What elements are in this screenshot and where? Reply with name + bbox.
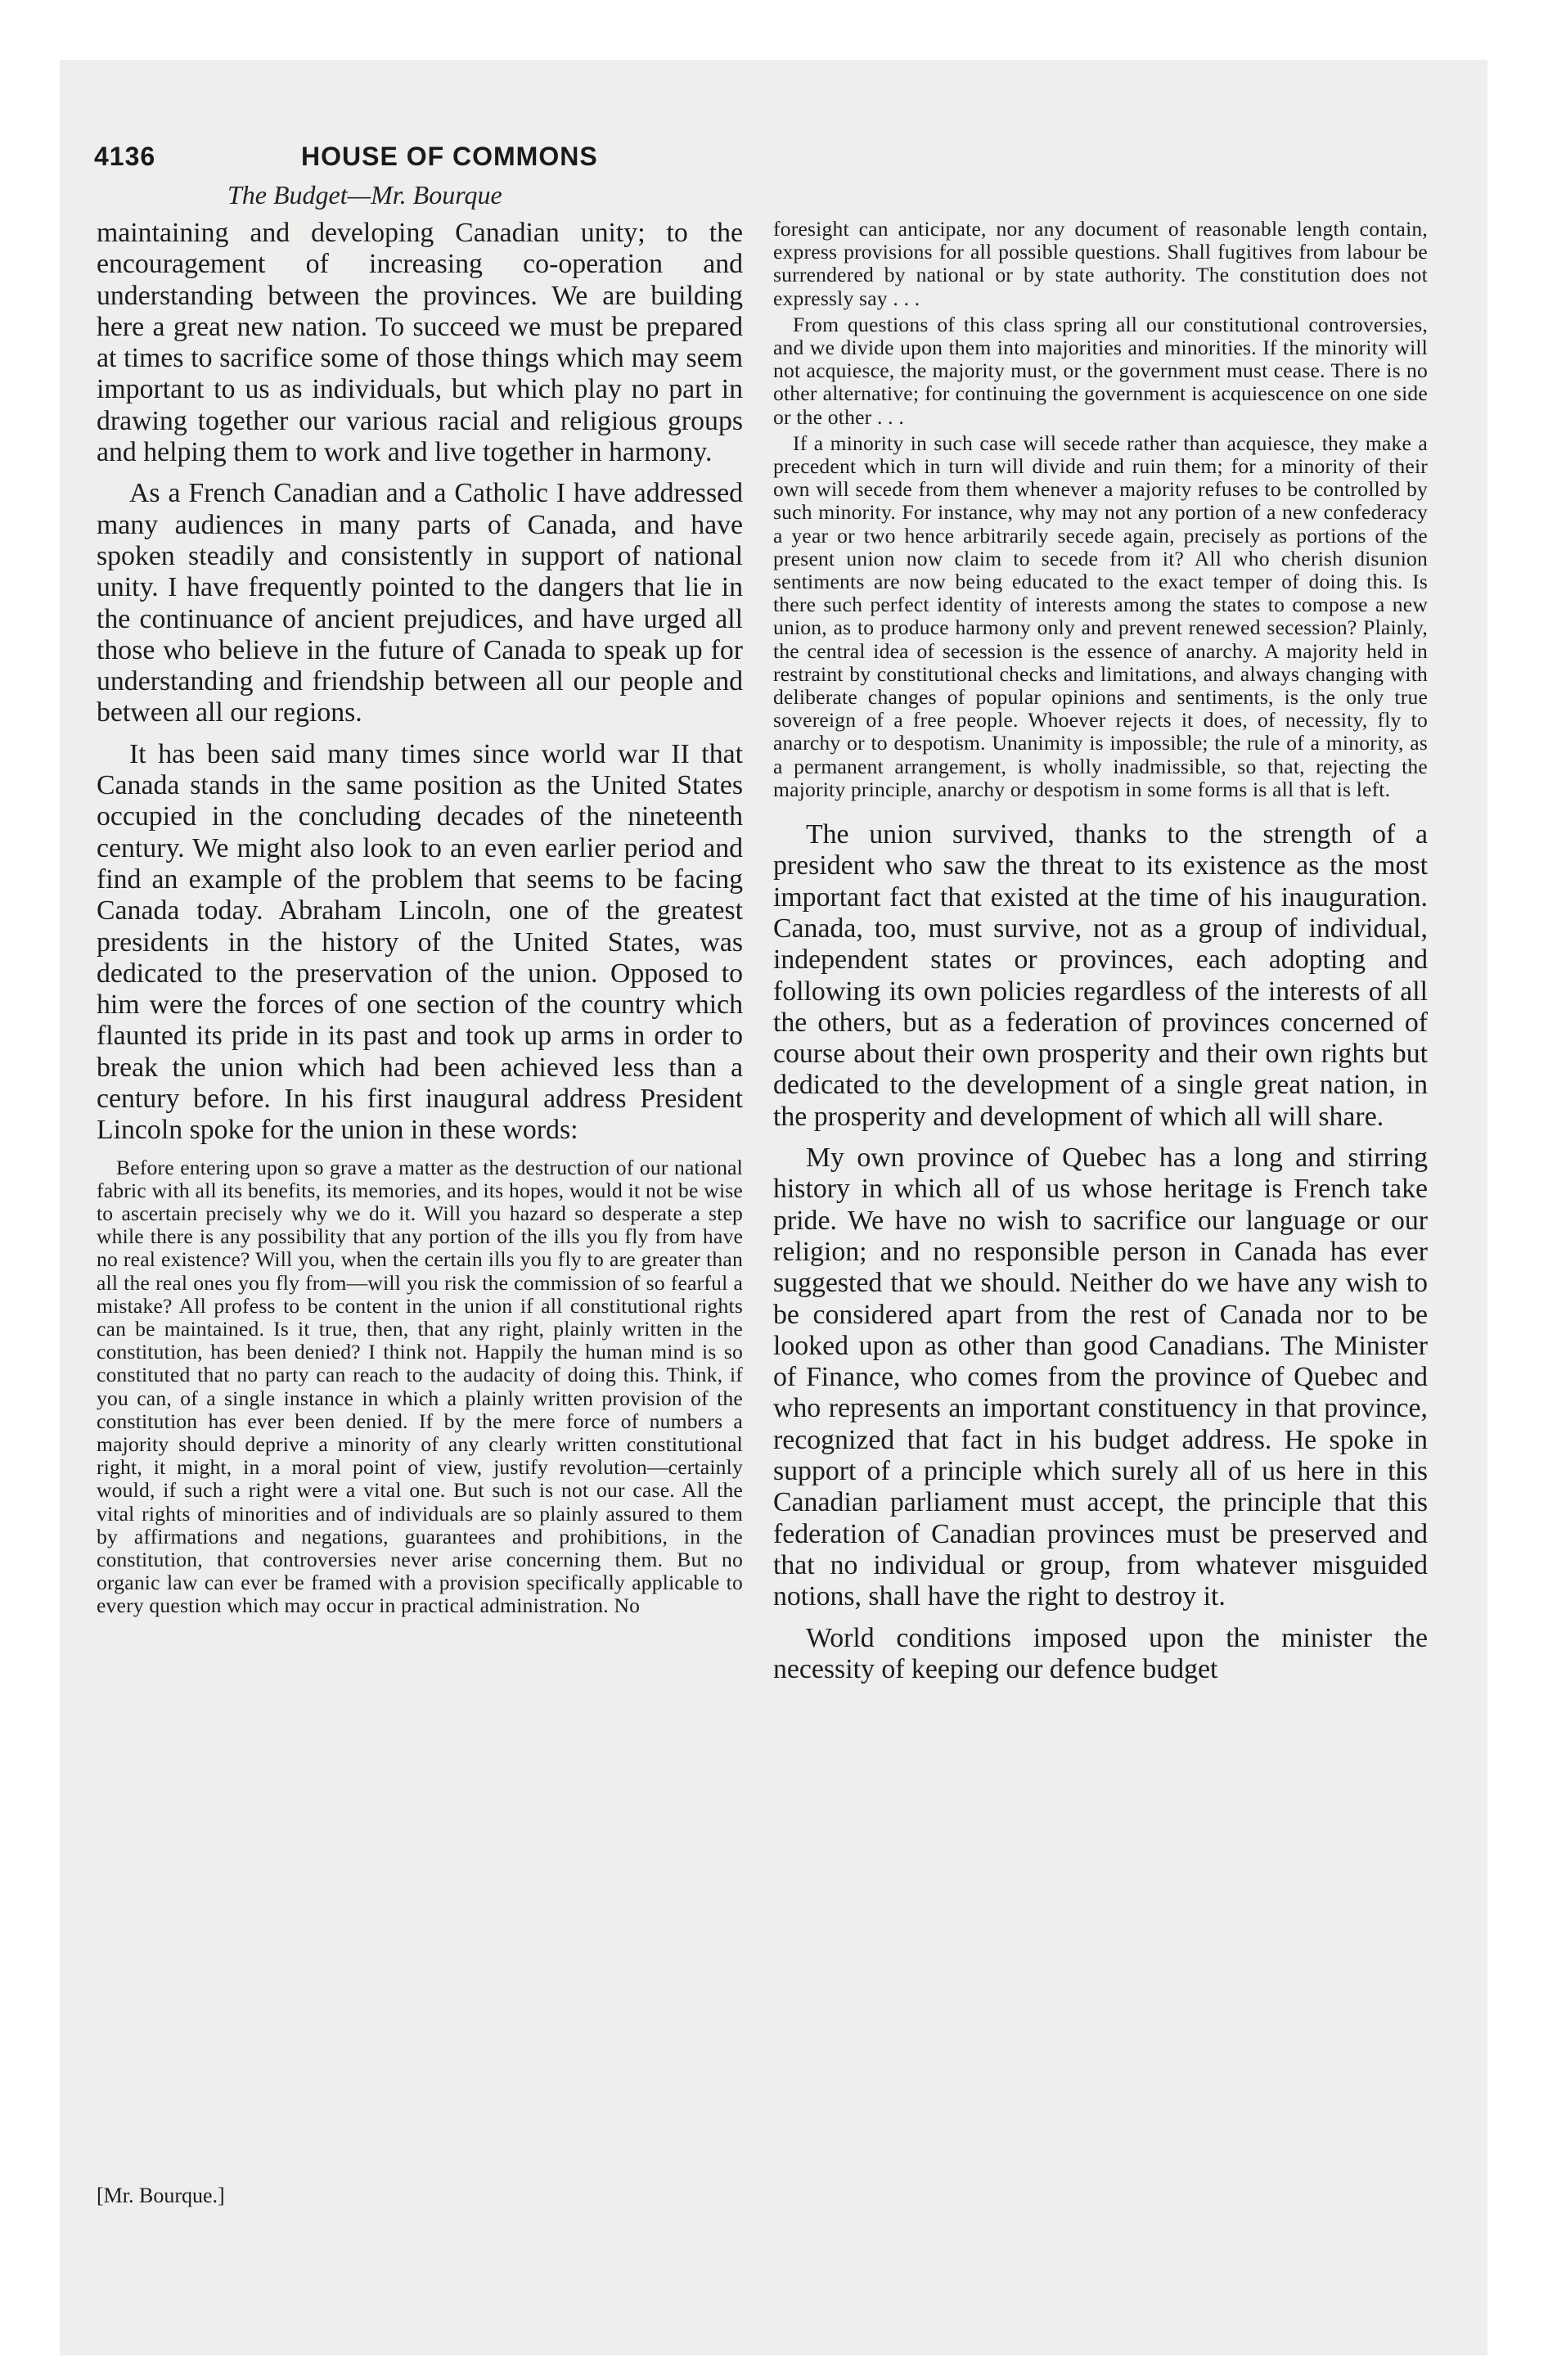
quotation-secession: If a minority in such case will secede rather than acquiesce, they make a precedent which in turn will divide and ruin them; for a minority of their own will secede from them whenever a majority refuses to be controlled by such minority. For instance, why may not any portion of a new confederacy a year or two hence arbitrarily secede again, precisely as portions of the present union now claim to secede from it? All who cherish disunion sentiments are now being educated to the exact temper of doing this. Is there such perfect identity of interests among the states to compose a new union, as to produce harmony only and prevent renewed secession? Plainly, the central idea of secession is the essence of anarchy. A majority held in restraint by constitutional checks and limitations, and always changing with deliberate changes of popular opinions and sentiments, is the only true sovereign of a free people. Whoever rejects it does, of necessity, fly to anarchy or to despotism. Unanimity is impossible; the rule of a minority, as a permanent arrangement, is wholly inadmissible, so that, rejecting the majority principle, anarchy or despotism in some forms is all that is left. — [773, 430, 1428, 801]
paragraph-union-survived: The union survived, thanks to the strength of a president who saw the threat to its existence as the most important fact that existed at the time of his inauguration. Canada, too, must survive, not as a group of individual, independent states or provinces, each adopting and following its own policies regardless of the interests of all the others, but as a federation of provinces concerned of course about their own prosperity and their own rights but dedicated to the development of a single great nation, in the prosperity and development of which all will share. — [773, 819, 1428, 1132]
speaker-tag: [Mr. Bourque.] — [97, 2184, 225, 2207]
left-column — [97, 218, 743, 1621]
running-head — [94, 142, 941, 171]
page-number: 4136 — [94, 142, 156, 171]
paragraph-world-conditions: World conditions imposed upon the minister the necessity of keeping our defence budget — [773, 1622, 1428, 1684]
paragraph-french-canadian: As a French Canadian and a Catholic I have addressed many audiences in many parts of Canada, and have spoken steadily and consistently in support of national unity. I have frequently pointed to the dangers that lie in the continuance of ancient prejudices, and have urged all those who believe in the future of Canada to speak up for understanding and friendship between all our people and between all our regions. — [97, 478, 743, 728]
quotation-continued: foresight can anticipate, nor any document of reasonable length contain, express provisions for all possible questions. Shall fugitives from labour be surrendered by national or by state authority. The constitution does not expressly say . . . — [773, 217, 1428, 310]
paragraph-quebec: My own province of Quebec has a long and stirring history in which all of us whose heritage is French take pride. We have no wish to sacrifice our language or our religion; and no responsible person in Canada has ever suggested that we should. Neither do we have any wish to be considered apart from the rest of Canada nor to be looked upon as other than good Canadians. The Minister of Finance, who comes from the province of Quebec and who represents an important constituency in that province, recognized that fact in his budget address. He spoke in support of a principle which surely all of us here in this Canadian parliament must accept, the principle that this federation of Canadian provinces must be preserved and that no individual or group, from whatever misguided notions, shall have the right to destroy it. — [773, 1143, 1428, 1612]
quotation-inaugural-address: Before entering upon so grave a matter as the destruction of our national fabric with all its benefits, its memories, and its hopes, would it not be wise to ascertain precisely why we do it. Will you hazard so desperate a step while there is any possibility that any portion of the ills you fly from have no real existence? Will you, when the certain ills you fly to are greater than all the real ones you fly from—will you risk the commission of so fearful a mistake? All profess to be content in the union if all constitutional rights can be maintained. Is it true, then, that any right, plainly written in the constitution, has been denied? I think not. Happily the human mind is so constituted that no party can reach to the audacity of doing this. Think, if you can, of a single instance in which a plainly written provision of the constitution has ever been denied. If by the mere force of numbers a majority should deprive a minority of any clearly written constitutional right, it might, in a moral point of view, justify revolution—certainly would, if such a right were a vital one. But such is not our case. All the vital rights of minorities and of individuals are so plainly assured to them by affirmations and negations, guarantees and prohibitions, in the constitution, that controversies never arise concerning them. But no organic law can ever be framed with a provision specifically applicable to every question which may occur in practical administration. No — [97, 1155, 743, 1618]
paragraph-lincoln: It has been said many times since world war II that Canada stands in the same position as the United States occupied in the concluding decades of the nineteenth century. We might also look to an even earlier period and find an example of the problem that seems to be facing Canada today. Abraham Lincoln, one of the greatest presidents in the history of the United States, was dedicated to the preservation of the union. Opposed to him were the forces of one section of the country which flaunted its pride in its past and took up arms in order to break the union which had been achieved less than a century before. In his first inaugural address President Lincoln spoke for the union in these words: — [97, 738, 743, 1146]
paragraph-unity-continued: maintaining and developing Canadian unity; to the encouragement of increasing co-operation and understanding between the provinces. We are building here a great new nation. To succeed we must be prepared at times to sacrifice some of those things which may seem important to us as individuals, but which play no part in drawing together our various racial and religious groups and helping them to work and live together in harmony. — [97, 218, 743, 468]
journal-title: HOUSE OF COMMONS — [301, 142, 598, 171]
right-column — [773, 218, 1428, 1695]
section-subhead: The Budget—Mr. Bourque — [227, 180, 502, 210]
quotation-constitutional-controversies: From questions of this class spring all our constitutional controversies, and we divide upon them into majorities and minorities. If the minority will not acquiesce, the majority must, or the government must cease. There is no other alternative; for continuing the government is acquiescence on one side or the other . . . — [773, 312, 1428, 429]
